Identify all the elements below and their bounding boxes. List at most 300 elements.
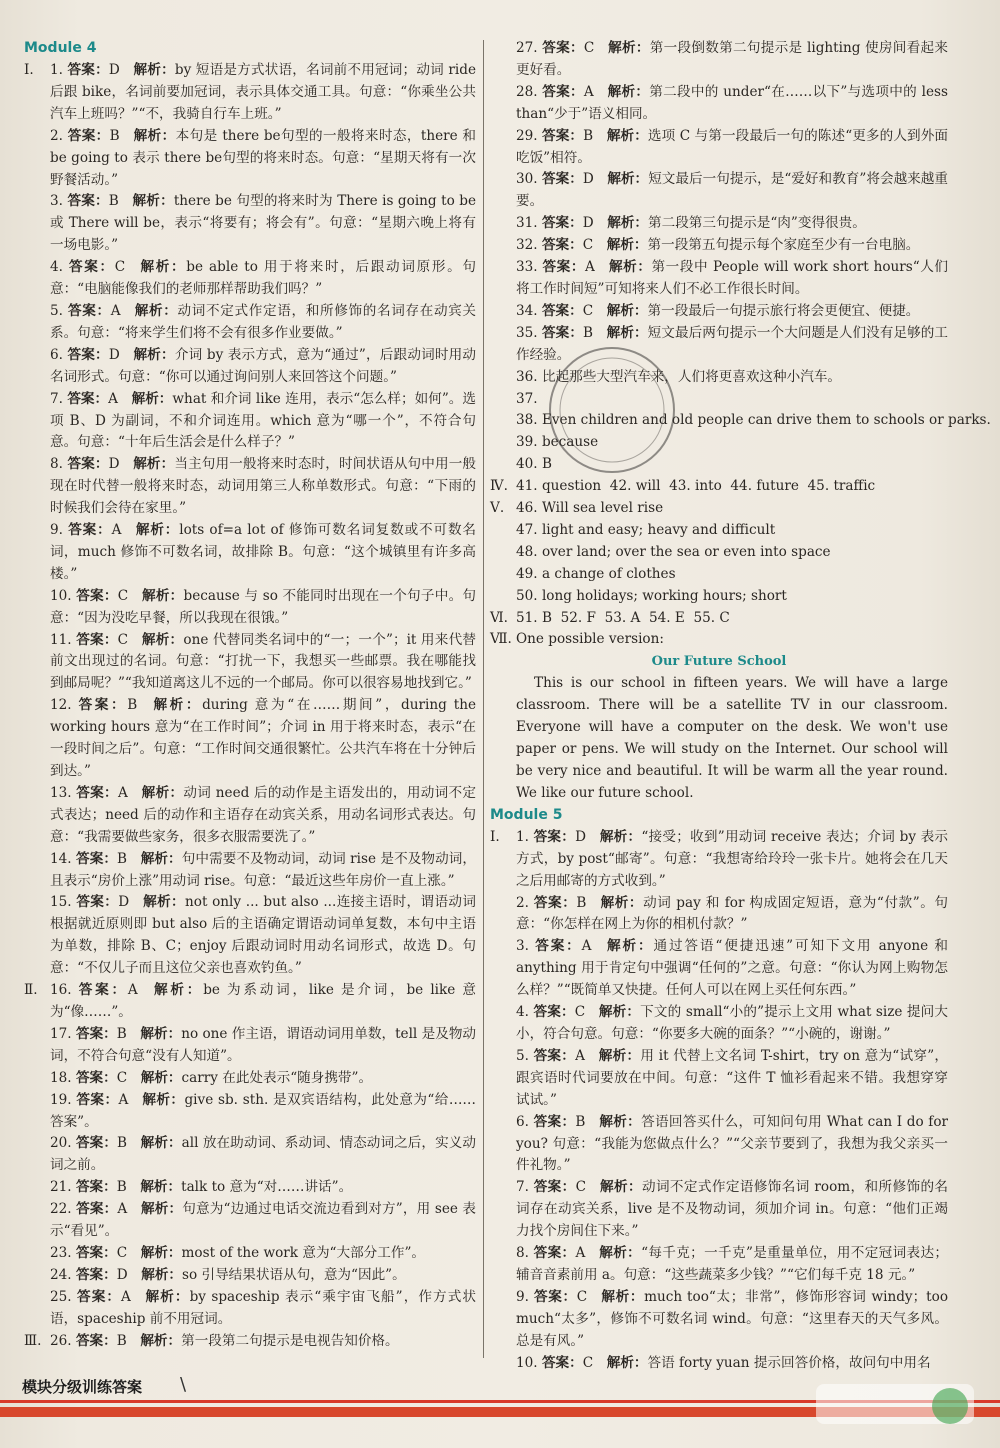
explanation-text: 第一段最后一句提示旅行将会更便宜、便捷。 bbox=[647, 302, 920, 319]
question-number: 4. bbox=[50, 259, 63, 276]
answer-line bbox=[490, 542, 948, 564]
answer-entry bbox=[24, 1177, 476, 1199]
question-number: 25. bbox=[50, 1288, 72, 1305]
answer-entry bbox=[24, 454, 476, 520]
explanation-label: 解析： bbox=[140, 1201, 183, 1218]
section-numeral: Ⅳ. bbox=[490, 478, 508, 495]
answer-choice: A bbox=[118, 1091, 129, 1108]
explanation-text: be able to 用于将来时，后跟动词原形。句意：“电脑能像我们的老师那样帮助我们吗？” bbox=[50, 259, 476, 298]
answer-label: 答案： bbox=[78, 982, 128, 999]
answer-label: 答案： bbox=[75, 1266, 117, 1283]
explanation-label: 解析： bbox=[140, 850, 182, 867]
explanation-label: 解析： bbox=[600, 894, 644, 911]
question-number: 21. bbox=[50, 1179, 72, 1196]
answer-entry bbox=[490, 1287, 948, 1353]
answer-entry bbox=[24, 695, 476, 783]
module-4-title: Module 4 bbox=[24, 40, 97, 56]
answer-choice: C bbox=[117, 587, 129, 604]
answer-choice: C bbox=[582, 237, 594, 254]
explanation-label: 解析： bbox=[150, 697, 203, 714]
explanation-text: 动词 need 后的动作是主语发出的，用动词不定式表达；need 后的动作和主语存在动宾关系，用动名词形式表达。句意：“我需要做些家务，很多衣服需要洗了。” bbox=[50, 784, 477, 845]
answer-entry bbox=[24, 1024, 476, 1068]
explanation-label: 解析： bbox=[600, 1288, 645, 1305]
answer-label: 答案： bbox=[75, 1244, 117, 1261]
answer-label: 答案： bbox=[76, 631, 118, 648]
answer-entry bbox=[490, 213, 948, 235]
explanation-text: carry 在此处表示“随身携带”。 bbox=[181, 1069, 373, 1086]
answer-choice: B bbox=[108, 193, 119, 210]
explanation-label: 解析： bbox=[607, 215, 649, 232]
explanation-text: 下文的 small“小的”提示上文用 what size 提问大小，符合句意。句意：“你要多大碗的面条？”“小碗的，谢谢。” bbox=[516, 1004, 948, 1042]
answer-choice: D bbox=[116, 1266, 128, 1283]
answer-entry bbox=[24, 1090, 476, 1134]
essay-body: This is our school in fifteen years. We will have a large classroom. There will be a satellite TV in our classroom. Everyone will have a computer on the desk. We won't use paper or pens. We will study on the Internet. Our school will be very nice and beautiful. It will be warm all the year round. We like our future school. bbox=[516, 675, 948, 801]
explanation-label: 解析： bbox=[598, 1047, 641, 1064]
answer-choice: D bbox=[108, 346, 120, 363]
explanation-label: 解析： bbox=[599, 1113, 642, 1130]
explanation-label: 解析： bbox=[141, 1091, 185, 1108]
explanation-text: 答语 forty yuan 提示回答价格，故问句中用名 bbox=[647, 1354, 931, 1371]
explanation-text: 第一段第五句提示每个家庭至少有一台电脑。 bbox=[647, 237, 920, 254]
answer-line-text: 51. B 52. F 53. A 54. E 55. C bbox=[516, 609, 730, 626]
answer-choice: B bbox=[575, 1113, 586, 1130]
answer-choice: A bbox=[585, 259, 595, 276]
question-number: 13. bbox=[50, 784, 72, 801]
answer-line-text: 38. Even children and old people can drive them to schools or parks. bbox=[516, 412, 991, 429]
question-number: 6. bbox=[50, 346, 63, 363]
section-numeral: Ⅰ. bbox=[490, 828, 500, 845]
question-number: 30. bbox=[516, 171, 538, 188]
answer-label: 答案： bbox=[75, 1332, 117, 1349]
question-number: 26. bbox=[50, 1332, 72, 1349]
watermark-logo-icon bbox=[810, 1376, 980, 1442]
explanation-text: no one 作主语，谓语动词用单数，tell 是及物动词，不符合句意“没有人知道”。 bbox=[50, 1025, 477, 1064]
answer-label: 答案： bbox=[76, 1201, 118, 1218]
footer-slash: \ bbox=[180, 1374, 187, 1395]
answer-label: 答案： bbox=[535, 938, 582, 955]
answer-line-text: 39. because bbox=[516, 434, 599, 451]
answer-label: 答案： bbox=[77, 1288, 122, 1305]
explanation-text: most of the work 意为“大部分工作”。 bbox=[181, 1244, 425, 1261]
answer-choice: B bbox=[117, 850, 128, 867]
explanation-text: give sb. sth. 是双宾语结构，此处意为“给……答案”。 bbox=[50, 1091, 477, 1130]
explanation-label: 解析： bbox=[606, 237, 648, 254]
explanation-label: 解析： bbox=[141, 784, 184, 801]
section-numeral: Ⅱ. bbox=[24, 982, 38, 999]
question-number: 4. bbox=[516, 1004, 529, 1021]
answer-label: 答案： bbox=[533, 1113, 576, 1130]
explanation-label: 解析： bbox=[140, 1025, 182, 1042]
explanation-label: 解析： bbox=[138, 259, 187, 276]
answer-entry bbox=[490, 169, 948, 213]
explanation-text: lots of=a lot of 修饰可数名词复数或不可数名词，much 修饰不可数名词，故排除 B。句意：“这个城镇里有许多高楼。” bbox=[50, 522, 477, 582]
answer-line-text: 48. over land; over the sea or even into space bbox=[516, 543, 831, 560]
explanation-label: 解析： bbox=[599, 1179, 642, 1196]
answer-label: 答案： bbox=[533, 828, 576, 845]
question-number: 12. bbox=[50, 697, 72, 714]
explanation-text: 第二段第三句提示是“肉”变得很贵。 bbox=[648, 215, 866, 232]
answer-entry bbox=[490, 126, 948, 170]
explanation-label: 解析： bbox=[140, 1179, 182, 1196]
answer-entry bbox=[24, 1199, 476, 1243]
explanation-label: 解析： bbox=[142, 894, 186, 911]
answer-entry bbox=[490, 1002, 948, 1046]
question-number: 33. bbox=[516, 259, 538, 276]
explanation-text: 答语回答买什么，可知问句用 What can I do for you? 句意：“我能为您做点什么？”“父亲节要到了，我想为我父亲买一件礼物。” bbox=[516, 1113, 949, 1174]
answer-entry bbox=[24, 191, 476, 257]
answer-entry bbox=[490, 827, 948, 893]
answer-choice: A bbox=[583, 83, 594, 100]
answer-choice: A bbox=[575, 1245, 586, 1262]
explanation-text: 第一段倒数第二句提示是 lighting 使房间看起来更好看。 bbox=[516, 40, 949, 78]
answer-label: 答案： bbox=[67, 62, 109, 78]
explanation-text: be 为系动词，like 是介词，be like 意为“像……”。 bbox=[50, 982, 477, 1020]
explanation-text: 动词不定式作定语，和所修饰的名词存在动宾关系。句意：“将来学生们将不会有很多作业要做。” bbox=[50, 302, 477, 341]
explanation-label: 解析： bbox=[144, 1288, 190, 1305]
section-numeral: Ⅲ. bbox=[24, 1332, 42, 1349]
answer-entry bbox=[490, 257, 948, 301]
explanation-text: 用 it 代替上文名词 T-shirt，try on 意为“试穿”，跟宾语时代词要放在中间。句意：“这件 T 恤衫看起来不错。我想穿穿试试。” bbox=[516, 1047, 949, 1108]
explanation-text: during 意为“在……期间”，during the working hours 意为“在工作时间”；介词 in 用于将来时态，表示“在一段时间之后”。句意：“工作时间交通很繁忙。公共汽车将在十分钟后到达。” bbox=[50, 697, 477, 779]
answer-label: 答案： bbox=[76, 587, 118, 604]
answer-entry bbox=[24, 892, 476, 980]
answer-entry bbox=[490, 1112, 948, 1178]
answer-label: 答案： bbox=[67, 456, 109, 473]
module-5-title: Module 5 bbox=[490, 806, 563, 823]
answer-entry bbox=[24, 389, 476, 455]
explanation-label: 解析： bbox=[598, 1245, 642, 1262]
explanation-label: 解析： bbox=[606, 1354, 648, 1371]
question-number: 3. bbox=[50, 193, 63, 210]
explanation-label: 解析： bbox=[133, 456, 175, 473]
answer-label: 答案： bbox=[542, 83, 584, 100]
explanation-text: 第一段第二句提示是电视告知价格。 bbox=[181, 1332, 399, 1349]
question-number: 29. bbox=[516, 127, 538, 144]
explanation-label: 解析： bbox=[140, 1069, 182, 1086]
answer-choice: C bbox=[576, 1288, 588, 1305]
answer-entry bbox=[490, 82, 948, 126]
answer-choice: C bbox=[574, 1004, 586, 1021]
answer-choice: B bbox=[116, 1332, 127, 1349]
answer-line-text: 47. light and easy; heavy and difficult bbox=[516, 521, 776, 538]
answer-label: 答案： bbox=[76, 784, 118, 801]
answer-line-text: One possible version: bbox=[516, 631, 664, 648]
explanation-text: “接受；收到”用动词 receive 表达；介词 by 表示方式，by post“邮寄”。句意：“我想寄给玲玲一张卡片。她将会在几天之后用邮寄的方式收到。” bbox=[516, 828, 949, 889]
answer-label: 答案： bbox=[75, 1069, 117, 1086]
explanation-text: 短文最后一句提示，是“爱好和教育”将会越来越重要。 bbox=[516, 171, 949, 210]
explanation-text: there be 句型的将来时为 There is going to be或 There will be，表示“将要有；将会有”。句意：“星期六晚上将有一场电影。” bbox=[50, 193, 477, 254]
answer-label: 答案： bbox=[67, 346, 109, 363]
answer-line bbox=[490, 498, 948, 520]
explanation-label: 解析： bbox=[133, 346, 175, 363]
answer-line-text: 46. Will sea level rise bbox=[516, 500, 664, 517]
question-number: 10. bbox=[516, 1354, 538, 1371]
question-number: 20. bbox=[50, 1135, 72, 1152]
answer-choice: A bbox=[117, 1201, 128, 1218]
answer-choice: B bbox=[127, 697, 138, 714]
question-number: 2. bbox=[50, 127, 63, 144]
question-number: 2. bbox=[516, 894, 529, 911]
explanation-text: much too“太；非常”，修饰形容词 windy；too much“太多”，修饰不可数名词 wind。句意：“这里春天的天气多风。总是有风。” bbox=[516, 1288, 949, 1349]
answer-label: 答案： bbox=[68, 522, 112, 539]
explanation-label: 解析： bbox=[140, 1332, 182, 1349]
answer-choice: B bbox=[117, 1135, 127, 1152]
answer-choice: C bbox=[583, 40, 595, 56]
question-number: 23. bbox=[50, 1244, 72, 1261]
explanation-label: 解析： bbox=[606, 127, 648, 144]
explanation-text: talk to 意为“对……讲话”。 bbox=[181, 1179, 353, 1196]
explanation-label: 解析： bbox=[141, 1266, 183, 1283]
answer-choice: A bbox=[108, 390, 118, 407]
explanation-label: 解析： bbox=[141, 587, 184, 604]
question-number: 10. bbox=[50, 587, 72, 604]
explanation-text: 句中需要不及物动词，动词 rise 是不及物动词，且表示“房价上涨”用动词 rise。句意：“最近这些年房价一直上涨。” bbox=[50, 850, 477, 889]
answer-label: 答案： bbox=[67, 193, 109, 210]
answer-choice: A bbox=[581, 938, 592, 955]
question-number: 8. bbox=[516, 1245, 529, 1262]
answer-line-text: 40. B bbox=[516, 456, 552, 473]
footer-title: 模块分级训练答案 bbox=[22, 1378, 143, 1396]
question-number: 11. bbox=[50, 631, 72, 648]
answer-choice: B bbox=[583, 324, 593, 341]
explanation-text: 选项 C 与第一段最后一句的陈述“更多的人到外面吃饭”相符。 bbox=[516, 127, 948, 166]
explanation-text: 介词 by 表示方式，意为“通过”，后跟动词时用动名词形式。句意：“你可以通过询问别人来回答这个问题。” bbox=[50, 346, 477, 385]
column-divider bbox=[483, 40, 484, 1358]
question-number: 1. bbox=[516, 828, 529, 845]
explanation-label: 解析： bbox=[608, 259, 652, 276]
answer-choice: C bbox=[116, 1069, 128, 1086]
explanation-label: 解析： bbox=[605, 938, 654, 955]
answer-entry bbox=[24, 345, 476, 389]
answer-choice: A bbox=[117, 784, 128, 801]
question-number: 34. bbox=[516, 302, 538, 319]
answer-entry bbox=[24, 586, 476, 630]
explanation-text: not only ... but also ...连接主语时，谓语动词根据就近原则即 but also 后的主语确定谓语动词单复数，本句中主语为单数，排除 B、C；enjoy 后跟动词时用动名词形式，故选 D。句意：“不仅儿子而且这位父亲也喜欢钓鱼。” bbox=[50, 894, 476, 977]
answer-entry bbox=[490, 1177, 948, 1243]
answer-label: 答案： bbox=[67, 127, 110, 144]
question-number: 32. bbox=[516, 237, 538, 254]
answer-line-text: 49. a change of clothes bbox=[516, 565, 676, 582]
explanation-label: 解析： bbox=[135, 522, 180, 539]
website-stamp-icon bbox=[512, 320, 712, 500]
answer-choice: C bbox=[116, 1244, 128, 1261]
explanation-text: “每千克；一千克”是重量单位，用不定冠词表达；辅音音素前用 a。句意：“这些蔬菜多少钱？”“它们每千克 18 元。” bbox=[516, 1245, 949, 1283]
answer-label: 答案： bbox=[542, 259, 586, 276]
left-column bbox=[24, 38, 476, 1352]
question-number: 6. bbox=[516, 1113, 529, 1130]
answer-label: 答案： bbox=[533, 1288, 577, 1305]
answer-entry bbox=[490, 893, 948, 937]
answer-label: 答案： bbox=[75, 1025, 117, 1042]
answer-entry bbox=[490, 235, 948, 257]
answer-entry bbox=[24, 301, 476, 345]
answer-label: 答案： bbox=[541, 171, 583, 188]
explanation-text: what 和介词 like 连用，表示“怎么样；如何”。选项 B、D 为副词，不和介词连用。which 意为“哪一个”，不符合句意。句意：“十年后生活会是什么样子？” bbox=[50, 390, 477, 451]
answer-choice: B bbox=[576, 894, 587, 911]
answer-entry bbox=[24, 1287, 476, 1331]
explanation-text: 本句是 there be句型的一般将来时态，there 和 be going to 表示 there be句型的将来时态。句意：“星期天将有一次野餐活动。” bbox=[50, 127, 476, 188]
answer-choice: A bbox=[111, 522, 122, 539]
explanation-label: 解析： bbox=[134, 302, 178, 319]
answer-label: 答案： bbox=[541, 237, 583, 254]
explanation-label: 解析： bbox=[607, 83, 650, 100]
answer-entry bbox=[24, 783, 476, 849]
question-number: 28. bbox=[516, 83, 538, 100]
section-numeral: Ⅰ. bbox=[24, 62, 34, 78]
answer-label: 答案： bbox=[75, 1179, 117, 1196]
question-number: 15. bbox=[50, 894, 72, 911]
question-number: 31. bbox=[516, 215, 538, 232]
explanation-label: 解析： bbox=[133, 127, 176, 144]
answer-label: 答案： bbox=[541, 1354, 583, 1371]
answer-line-text: 50. long holidays; working hours; short bbox=[516, 587, 787, 604]
answer-choice: C bbox=[117, 631, 129, 648]
answer-label: 答案： bbox=[67, 302, 111, 319]
answer-label: 答案： bbox=[542, 324, 583, 341]
answer-choice: B bbox=[116, 1179, 127, 1196]
question-number: 17. bbox=[50, 1025, 72, 1042]
question-number: 19. bbox=[50, 1091, 72, 1108]
explanation-label: 解析： bbox=[140, 1244, 182, 1261]
right-column bbox=[490, 38, 991, 1374]
section-numeral: Ⅶ. bbox=[490, 631, 512, 648]
explanation-text: because 与 so 不能同时出现在一个句子中。句意：“因为没吃早餐，所以我现在很饿。” bbox=[50, 587, 477, 626]
answer-choice: C bbox=[575, 1179, 587, 1196]
explanation-text: 第一段中 People will work short hours“人们将工作时间短”可知将来人们不必工作很长时间。 bbox=[516, 259, 949, 297]
answer-entry bbox=[24, 257, 476, 301]
answer-label: 答案： bbox=[533, 1004, 575, 1021]
explanation-label: 解析： bbox=[599, 828, 642, 845]
answer-line bbox=[490, 629, 948, 651]
answer-entry bbox=[24, 630, 476, 696]
answer-entry bbox=[24, 849, 476, 893]
answer-label: 答案： bbox=[533, 894, 577, 911]
explanation-text: 短文最后两句提示一个大问题是人们没有足够的工作经验。 bbox=[516, 324, 949, 363]
explanation-label: 解析： bbox=[131, 390, 173, 407]
answer-label: 答案： bbox=[542, 40, 584, 56]
answer-label: 答案： bbox=[76, 1135, 117, 1152]
question-number: 35. bbox=[516, 324, 538, 341]
answer-choice: D bbox=[108, 456, 120, 473]
answer-entry bbox=[24, 1133, 476, 1177]
answer-line bbox=[490, 564, 948, 586]
answer-entry bbox=[24, 126, 476, 192]
explanation-label: 解析： bbox=[151, 982, 204, 999]
answer-entry bbox=[24, 1331, 476, 1353]
answer-choice: D bbox=[582, 215, 594, 232]
question-number: 5. bbox=[516, 1047, 529, 1064]
answer-label: 答案： bbox=[68, 259, 115, 276]
question-number: 7. bbox=[50, 390, 63, 407]
explanation-text: by spaceship 表示“乘宇宙飞船”，作方式状语，spaceship 前不用冠词。 bbox=[50, 1288, 476, 1327]
answer-choice: A bbox=[110, 302, 121, 319]
answer-line bbox=[490, 586, 948, 608]
question-number: 3. bbox=[516, 938, 529, 955]
answer-entry bbox=[490, 1046, 948, 1112]
explanation-label: 解析： bbox=[140, 1135, 182, 1152]
explanation-text: by 短语是方式状语，名词前不用冠词；动词 ride后跟 bike，名词前要加冠词，表示具体交通工具。句意：“你乘坐公共汽车上班吗？”“不，我骑自行车上班。” bbox=[50, 62, 477, 122]
question-number: 27. bbox=[516, 40, 538, 56]
answer-label: 答案： bbox=[541, 302, 583, 319]
answer-choice: D bbox=[575, 828, 586, 845]
question-number: 9. bbox=[50, 522, 63, 539]
answer-choice: D bbox=[108, 62, 120, 78]
answer-label: 答案： bbox=[76, 850, 118, 867]
answer-label: 答案： bbox=[76, 1091, 119, 1108]
answer-entry bbox=[24, 1068, 476, 1090]
explanation-text: 动词不定式作定语修饰名词 room，和所修饰的名词存在动宾关系，live 是不及物动词，须加介词 in。句意：“他们正竭力找个房间住下来。” bbox=[516, 1179, 949, 1240]
explanation-text: 动词 pay 和 for 构成固定短语，意为“付款”。句意：“你怎样在网上为你的相机付款？” bbox=[516, 894, 949, 933]
answer-entry bbox=[24, 520, 476, 586]
answer-label: 答案： bbox=[76, 894, 119, 911]
question-number: 8. bbox=[50, 456, 63, 473]
essay-title: Our Future School bbox=[651, 654, 787, 670]
question-number: 14. bbox=[50, 850, 72, 867]
explanation-label: 解析： bbox=[132, 193, 174, 210]
answer-choice: C bbox=[582, 1354, 594, 1371]
question-number: 16. bbox=[50, 982, 72, 999]
answer-label: 答案： bbox=[78, 697, 128, 714]
answer-choice: B bbox=[116, 1025, 127, 1042]
answer-choice: A bbox=[127, 982, 138, 999]
answer-entry bbox=[490, 38, 948, 82]
explanation-label: 解析： bbox=[598, 1004, 641, 1021]
answer-line-text: 36. 比起那些大型汽车来，人们将更喜欢这种小汽车。 bbox=[516, 368, 842, 385]
answer-entry bbox=[24, 1265, 476, 1287]
question-number: 5. bbox=[50, 302, 63, 319]
answer-choice: C bbox=[114, 259, 126, 276]
answer-label: 答案： bbox=[533, 1245, 576, 1262]
explanation-label: 解析： bbox=[141, 631, 184, 648]
answer-entry bbox=[24, 980, 476, 1024]
explanation-text: all 放在助动词、系动词、情态动词之后，实义动词之前。 bbox=[50, 1135, 477, 1174]
answer-entry bbox=[490, 1243, 948, 1287]
explanation-label: 解析： bbox=[133, 62, 175, 78]
answer-choice: D bbox=[118, 894, 130, 911]
answer-label: 答案： bbox=[533, 1047, 576, 1064]
answer-line-text: 37. bbox=[516, 390, 542, 407]
explanation-text: one 代替同类名词中的“一；一个”；it 用来代替前文出现过的名词。句意：“打扰一下，我想买一些邮票。我在哪能找到邮局呢？”“我知道离这儿不远的一个邮局。你可以很容易地找到它。” bbox=[50, 631, 477, 692]
answer-label: 答案： bbox=[542, 127, 584, 144]
question-number: 18. bbox=[50, 1069, 72, 1086]
explanation-text: so 引导结果状语从句，意为“因此”。 bbox=[182, 1266, 406, 1283]
question-number: 24. bbox=[50, 1266, 72, 1283]
answer-label: 答案： bbox=[541, 215, 583, 232]
answer-choice: C bbox=[582, 302, 594, 319]
answer-choice: D bbox=[582, 171, 594, 188]
question-number: 22. bbox=[50, 1201, 72, 1218]
answer-label: 答案： bbox=[67, 390, 109, 407]
explanation-label: 解析： bbox=[606, 302, 648, 319]
answer-line-text: 41. question 42. will 43. into 44. future 45. traffic bbox=[516, 478, 876, 495]
explanation-label: 解析： bbox=[607, 171, 649, 188]
explanation-text: 句意为“边通过电话交流边看到对方”，用 see 表示“看见”。 bbox=[50, 1201, 477, 1240]
answer-choice: B bbox=[583, 127, 594, 144]
explanation-text: 通过答语“便捷迅速”可知下文用 anyone 和 anything 用于肯定句中强调“任何的”之意。句意：“你认为网上购物怎么样？”“既简单又快捷。任何人可以在网上买任何东西。” bbox=[516, 938, 949, 999]
question-number: 9. bbox=[516, 1288, 529, 1305]
answer-entry bbox=[24, 60, 476, 126]
answer-entry bbox=[490, 936, 948, 1002]
answer-line bbox=[490, 608, 948, 630]
answer-choice: B bbox=[109, 127, 120, 144]
explanation-text: 第二段中的 under“在……以下”与选项中的 less than“少于”语义相同。 bbox=[516, 83, 949, 122]
question-number: 7. bbox=[516, 1179, 529, 1196]
answer-entry bbox=[24, 1243, 476, 1265]
explanation-text: 当主句用一般将来时态时，时间状语从句中用一般现在时代替一般将来时态，动词用第三人称单数形式。句意：“下雨的时候我们会待在家里。” bbox=[50, 456, 477, 517]
answer-choice: A bbox=[121, 1288, 131, 1305]
explanation-label: 解析： bbox=[607, 40, 650, 56]
answer-line bbox=[490, 520, 948, 542]
